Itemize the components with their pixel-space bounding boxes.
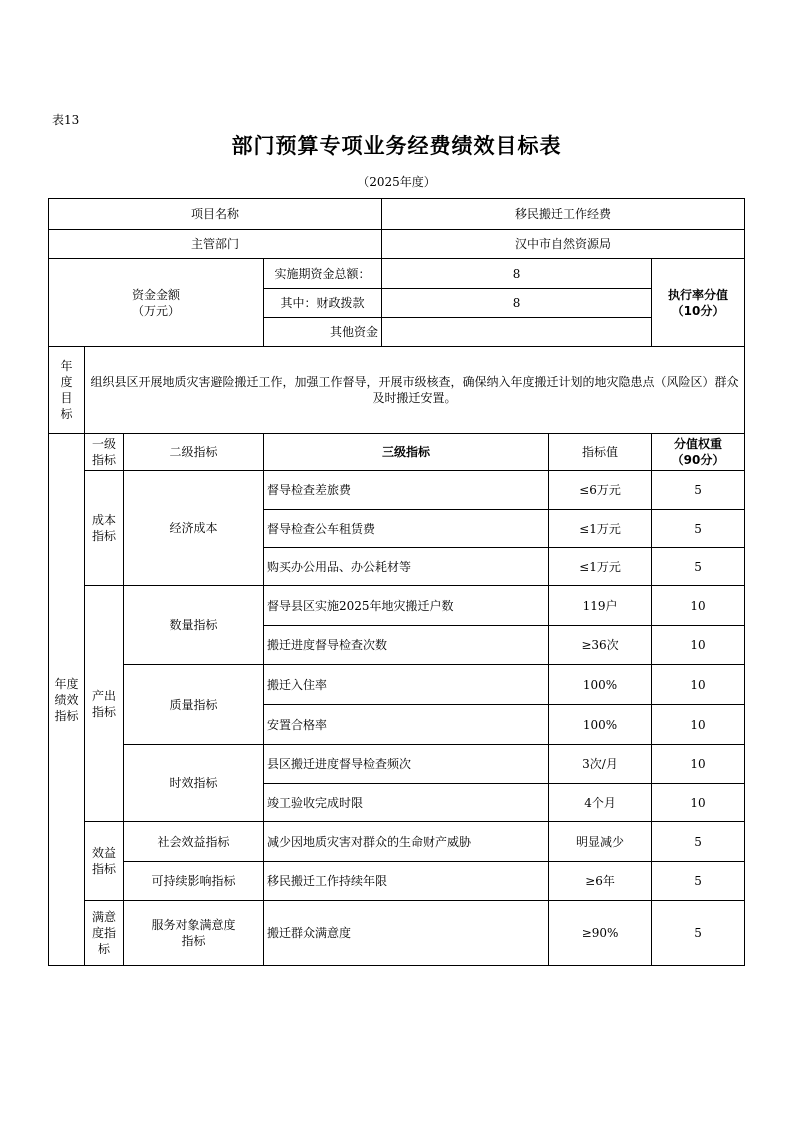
level1-indicator-line: 指标 — [91, 862, 116, 876]
level1-indicator-line: 标 — [97, 942, 110, 956]
col-weight-header-line: （90分） — [671, 453, 725, 467]
annual-goal-label-char: 标 — [60, 407, 73, 421]
section-label-line: 指标 — [54, 708, 79, 723]
indicator-weight: 5 — [652, 548, 745, 586]
level2-indicator — [124, 822, 264, 862]
section-label-line: 年度 — [54, 676, 79, 691]
indicator-row — [49, 665, 745, 705]
level1-indicator-line: 成本 — [91, 513, 116, 527]
exec-rate-label: 执行率分值 — [668, 287, 729, 302]
dept-label: 主管部门 — [49, 230, 382, 259]
col-level1-header — [85, 434, 124, 471]
level2-indicator-line: 时效指标 — [169, 776, 218, 790]
indicator-value: ≥6年 — [549, 862, 652, 901]
level3-indicator-name: 竣工验收完成时限 — [264, 784, 549, 822]
level1-indicator-line: 指标 — [91, 704, 116, 719]
project-name-value: 移民搬迁工作经费 — [382, 199, 745, 230]
table-number: 表13 — [52, 113, 80, 127]
indicator-row — [49, 822, 745, 862]
indicator-weight: 5 — [652, 471, 745, 510]
indicator-row — [49, 586, 745, 626]
indicator-value: ≥36次 — [549, 626, 652, 665]
indicator-weight: 10 — [652, 586, 745, 626]
annual-indicator-section-label — [49, 434, 85, 966]
indicator-value: 明显减少 — [549, 822, 652, 862]
col-value-header: 指标值 — [549, 434, 652, 471]
indicator-row — [49, 862, 745, 901]
year-subtitle: （2025年度） — [357, 175, 436, 189]
level2-indicator — [124, 665, 264, 745]
level3-indicator-name: 搬迁进度督导检查次数 — [264, 626, 549, 665]
annual-goal-label-char: 度 — [60, 375, 73, 389]
level2-indicator — [124, 471, 264, 586]
indicator-weight: 5 — [652, 901, 745, 966]
annual-goal-label-char: 年 — [60, 359, 73, 373]
level3-indicator-name: 减少因地质灾害对群众的生命财产威胁 — [264, 822, 549, 862]
level3-indicator-name: 督导县区实施2025年地灾搬迁户数 — [264, 586, 549, 626]
level2-indicator-line: 社会效益指标 — [157, 834, 230, 849]
indicator-weight: 5 — [652, 510, 745, 548]
dept-row — [49, 230, 745, 259]
indicator-row — [49, 745, 745, 784]
indicator-weight: 10 — [652, 626, 745, 665]
level2-indicator — [124, 586, 264, 665]
level2-indicator-line: 数量指标 — [169, 618, 218, 632]
level3-indicator-name: 督导检查公车租赁费 — [264, 510, 549, 548]
level3-indicator-name: 移民搬迁工作持续年限 — [264, 862, 549, 901]
other-fund-label: 其他资金 — [264, 318, 382, 347]
indicator-row — [49, 901, 745, 966]
level2-indicator-line: 质量指标 — [169, 697, 218, 712]
col-level1-header-line: 一级 — [91, 437, 116, 451]
level1-indicator — [85, 586, 124, 822]
indicator-value: ≤1万元 — [549, 548, 652, 586]
section-label-line: 绩效 — [54, 692, 79, 707]
level1-indicator-line: 效益 — [91, 846, 116, 860]
fiscal-fund-value: 8 — [382, 289, 652, 318]
indicator-value: ≤6万元 — [549, 471, 652, 510]
level1-indicator — [85, 471, 124, 586]
other-fund-value — [382, 318, 652, 347]
level2-indicator-line: 可持续影响指标 — [151, 874, 236, 888]
indicator-weight: 10 — [652, 745, 745, 784]
level3-indicator-name: 搬迁入住率 — [264, 665, 549, 705]
level2-indicator-line: 经济成本 — [169, 521, 218, 535]
level1-indicator-line: 度指 — [91, 926, 116, 940]
indicator-weight: 10 — [652, 665, 745, 705]
indicator-weight: 10 — [652, 784, 745, 822]
page-title: 部门预算专项业务经费绩效目标表 — [231, 134, 562, 158]
level1-indicator-line: 指标 — [91, 529, 116, 543]
level3-indicator-name: 督导检查差旅费 — [264, 471, 549, 510]
dept-value: 汉中市自然资源局 — [382, 230, 745, 259]
level2-indicator — [124, 862, 264, 901]
indicator-value: 100% — [549, 665, 652, 705]
level3-indicator-name: 县区搬迁进度督导检查频次 — [264, 745, 549, 784]
level1-indicator — [85, 901, 124, 966]
indicator-weight: 5 — [652, 862, 745, 901]
indicator-value: 4个月 — [549, 784, 652, 822]
fund-amount-label-line2: （万元） — [131, 303, 180, 318]
indicator-value: ≥90% — [549, 901, 652, 966]
col-level2-header: 二级指标 — [124, 434, 264, 471]
total-fund-label: 实施期资金总额： — [264, 259, 382, 289]
level3-indicator-name: 搬迁群众满意度 — [264, 901, 549, 966]
level1-indicator-line: 产出 — [91, 688, 116, 703]
indicator-weight: 5 — [652, 822, 745, 862]
exec-rate-points: （10分） — [671, 303, 725, 318]
fiscal-fund-label: 其中：财政拨款 — [264, 289, 382, 318]
indicator-value: 100% — [549, 705, 652, 745]
project-name-label: 项目名称 — [49, 199, 382, 230]
indicator-value: 119户 — [549, 586, 652, 626]
annual-goal-label — [49, 347, 85, 434]
level1-indicator-line: 满意 — [91, 910, 116, 924]
indicator-header-row — [49, 434, 745, 471]
level2-indicator-line: 服务对象满意度 — [151, 918, 236, 932]
indicator-value: 3次/月 — [549, 745, 652, 784]
fund-amount-label-line1: 资金金额 — [131, 287, 180, 302]
indicator-row — [49, 471, 745, 510]
col-level1-header-line: 指标 — [91, 453, 116, 467]
annual-goal-text: 组织县区开展地质灾害避险搬迁工作，加强工作督导，开展市级核查，确保纳入年度搬迁计划的地灾隐患点（风险区）群众及时搬迁安置。 — [85, 347, 745, 434]
annual-goal-label-char: 目 — [60, 391, 73, 405]
indicator-weight: 10 — [652, 705, 745, 745]
indicator-value: ≤1万元 — [549, 510, 652, 548]
level3-indicator-name: 购买办公用品、办公耗材等 — [264, 548, 549, 586]
level3-indicator-name: 安置合格率 — [264, 705, 549, 745]
level2-indicator — [124, 901, 264, 966]
performance-target-table — [48, 198, 745, 966]
project-name-row — [49, 199, 745, 230]
exec-rate-score — [652, 259, 745, 347]
level2-indicator-line: 指标 — [181, 934, 206, 948]
level2-indicator — [124, 745, 264, 822]
level1-indicator — [85, 822, 124, 901]
col-level3-header: 三级指标 — [264, 434, 549, 471]
annual-goal-row — [49, 347, 745, 434]
total-fund-value: 8 — [382, 259, 652, 289]
fund-amount-label — [49, 259, 264, 347]
col-weight-header-line: 分值权重 — [674, 437, 723, 451]
fund-total-row — [49, 259, 745, 289]
col-weight-header — [652, 434, 745, 471]
